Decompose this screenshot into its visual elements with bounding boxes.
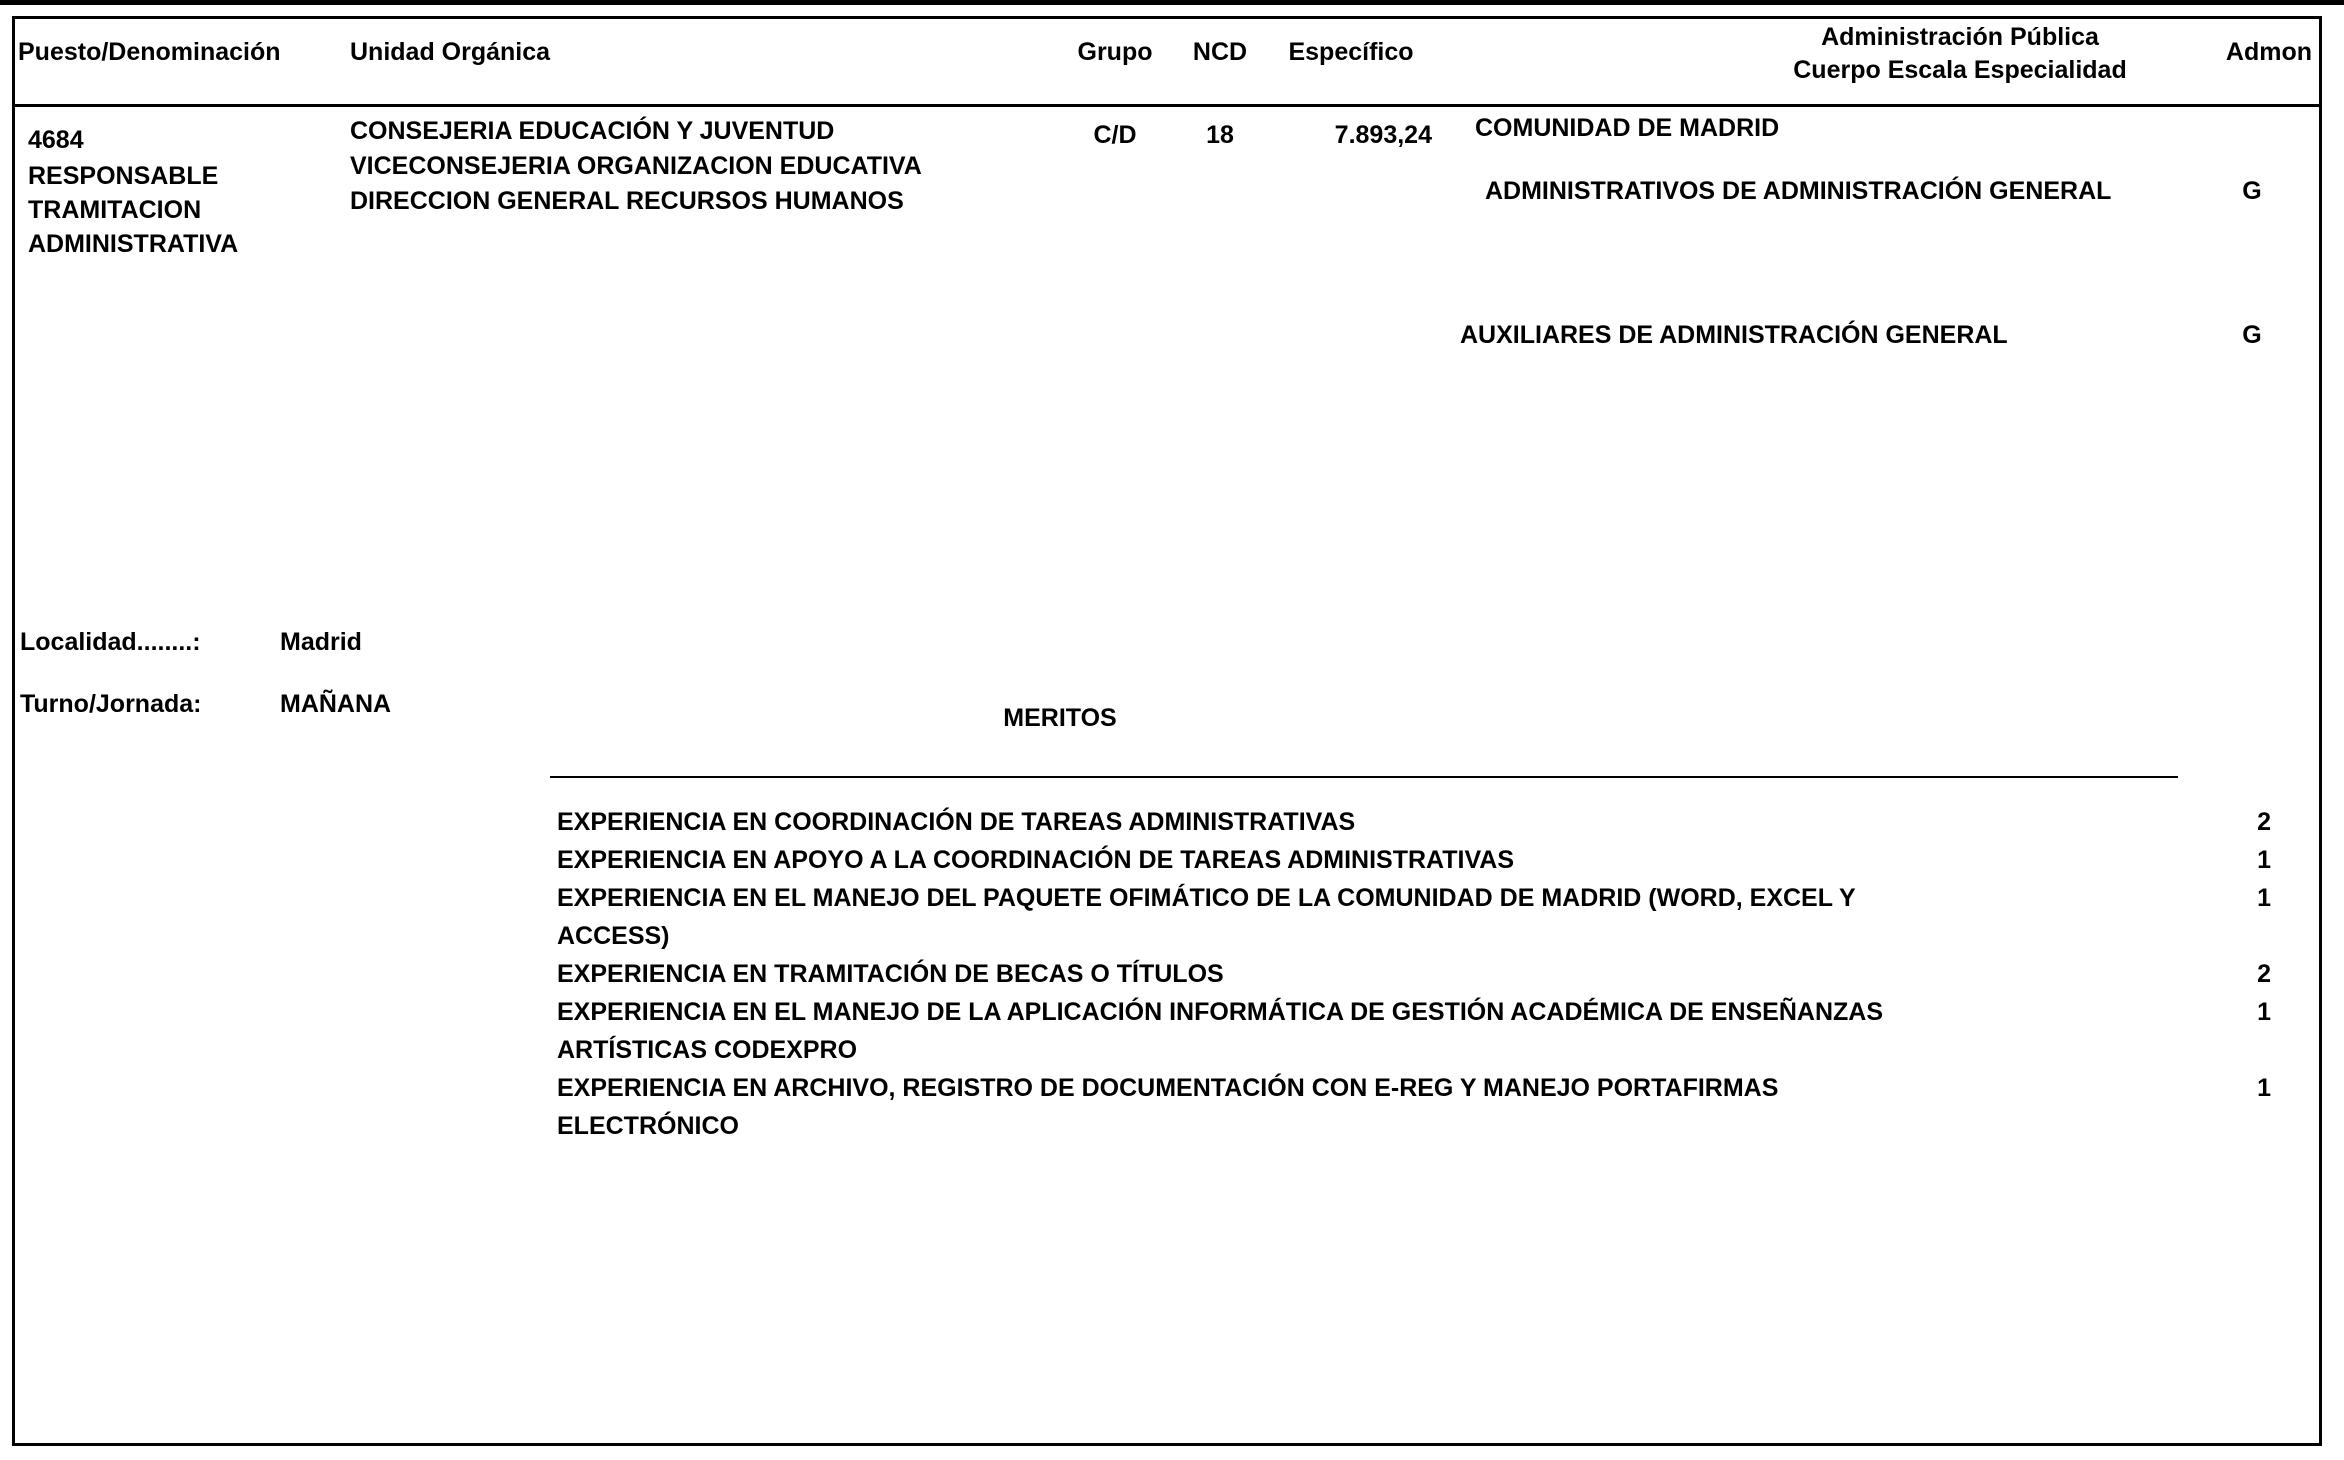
merito-value: 2 xyxy=(2257,960,2271,988)
cuerpo-escala-especialidad-header-line2: Cuerpo Escala Especialidad xyxy=(1793,56,2127,84)
merito-text-line: ELECTRÓNICO xyxy=(557,1112,739,1140)
meritos-title: MERITOS xyxy=(1003,704,1117,732)
localidad-value: Madrid xyxy=(280,628,362,656)
column-header-grupo: Grupo xyxy=(1077,38,1153,66)
merito-value: 1 xyxy=(2257,998,2271,1026)
ncd-value: 18 xyxy=(1206,121,1234,149)
merito-text-line: EXPERIENCIA EN APOYO A LA COORDINACIÓN DE TAREAS ADMINISTRATIVAS xyxy=(557,846,1514,874)
merito-value: 1 xyxy=(2257,884,2271,912)
merito-text-line: ACCESS) xyxy=(557,922,670,950)
localidad-label: Localidad........: xyxy=(20,628,201,656)
administracion-publica-header-line1: Administración Pública xyxy=(1821,23,2099,51)
merito-value: 2 xyxy=(2257,808,2271,836)
merito-text xyxy=(557,955,2117,993)
grupo-value: C/D xyxy=(1093,121,1137,149)
header-separator-line xyxy=(15,104,2319,107)
merito-item xyxy=(557,955,2275,993)
turno-jornada-label: Turno/Jornada: xyxy=(20,690,202,718)
unidad-organica-line: DIRECCION GENERAL RECURSOS HUMANOS xyxy=(350,187,904,215)
cuerpo-admon-value: G xyxy=(2242,321,2262,349)
denominacion-line: RESPONSABLE xyxy=(28,162,219,190)
turno-jornada-value: MAÑANA xyxy=(280,690,392,718)
cuerpo-name: AUXILIARES DE ADMINISTRACIÓN GENERAL xyxy=(1460,321,2008,349)
unidad-organica xyxy=(350,114,922,219)
column-header-admon: Admon xyxy=(2225,38,2312,66)
especifico-value: 7.893,24 xyxy=(1334,121,1432,149)
merito-text-line: EXPERIENCIA EN COORDINACIÓN DE TAREAS ADMINISTRATIVAS xyxy=(557,808,1356,836)
merito-text xyxy=(557,993,2117,1069)
column-header-unidad-organica: Unidad Orgánica xyxy=(350,38,551,66)
unidad-organica-line: CONSEJERIA EDUCACIÓN Y JUVENTUD xyxy=(350,117,835,145)
merito-text-line: EXPERIENCIA EN EL MANEJO DEL PAQUETE OFIMÁTICO DE LA COMUNIDAD DE MADRID (WORD, EXCEL Y xyxy=(557,884,1856,912)
cuerpo-name: ADMINISTRATIVOS DE ADMINISTRACIÓN GENERAL xyxy=(1485,177,2112,205)
merito-text xyxy=(557,1069,2117,1145)
merito-text-line: ARTÍSTICAS CODEXPRO xyxy=(557,1036,858,1064)
puesto-number: 4684 xyxy=(28,126,84,154)
merito-text-line: EXPERIENCIA EN TRAMITACIÓN DE BECAS O TÍTULOS xyxy=(557,960,1224,988)
top-divider xyxy=(0,0,2344,5)
unidad-organica-line: VICECONSEJERIA ORGANIZACION EDUCATIVA xyxy=(350,152,922,180)
puesto-denominacion xyxy=(28,159,238,261)
administracion-publica-value: COMUNIDAD DE MADRID xyxy=(1475,114,1780,142)
merito-item xyxy=(557,803,2275,841)
merito-value: 1 xyxy=(2257,1074,2271,1102)
meritos-list xyxy=(557,803,2275,1145)
merito-item xyxy=(557,841,2275,879)
denominacion-line: ADMINISTRATIVA xyxy=(28,230,239,258)
merito-text xyxy=(557,879,2117,955)
merito-text-line: EXPERIENCIA EN EL MANEJO DE LA APLICACIÓN INFORMÁTICA DE GESTIÓN ACADÉMICA DE ENSEÑANZAS xyxy=(557,998,1884,1026)
merito-value: 1 xyxy=(2257,846,2271,874)
column-header-ncd: NCD xyxy=(1192,38,1248,66)
denominacion-line: TRAMITACION xyxy=(28,196,202,224)
merito-text xyxy=(557,841,2117,879)
merito-item xyxy=(557,1069,2275,1145)
column-header-especifico: Específico xyxy=(1288,38,1414,66)
merito-text-line: EXPERIENCIA EN ARCHIVO, REGISTRO DE DOCUMENTACIÓN CON E-REG Y MANEJO PORTAFIRMAS xyxy=(557,1074,1779,1102)
cuerpo-admon-value: G xyxy=(2242,177,2262,205)
merito-item xyxy=(557,993,2275,1069)
merito-item xyxy=(557,879,2275,955)
meritos-separator-line xyxy=(550,776,2178,778)
column-header-puesto-denominacion: Puesto/Denominación xyxy=(18,38,281,66)
column-header-administracion-publica xyxy=(1650,21,2270,87)
merito-text xyxy=(557,803,2117,841)
